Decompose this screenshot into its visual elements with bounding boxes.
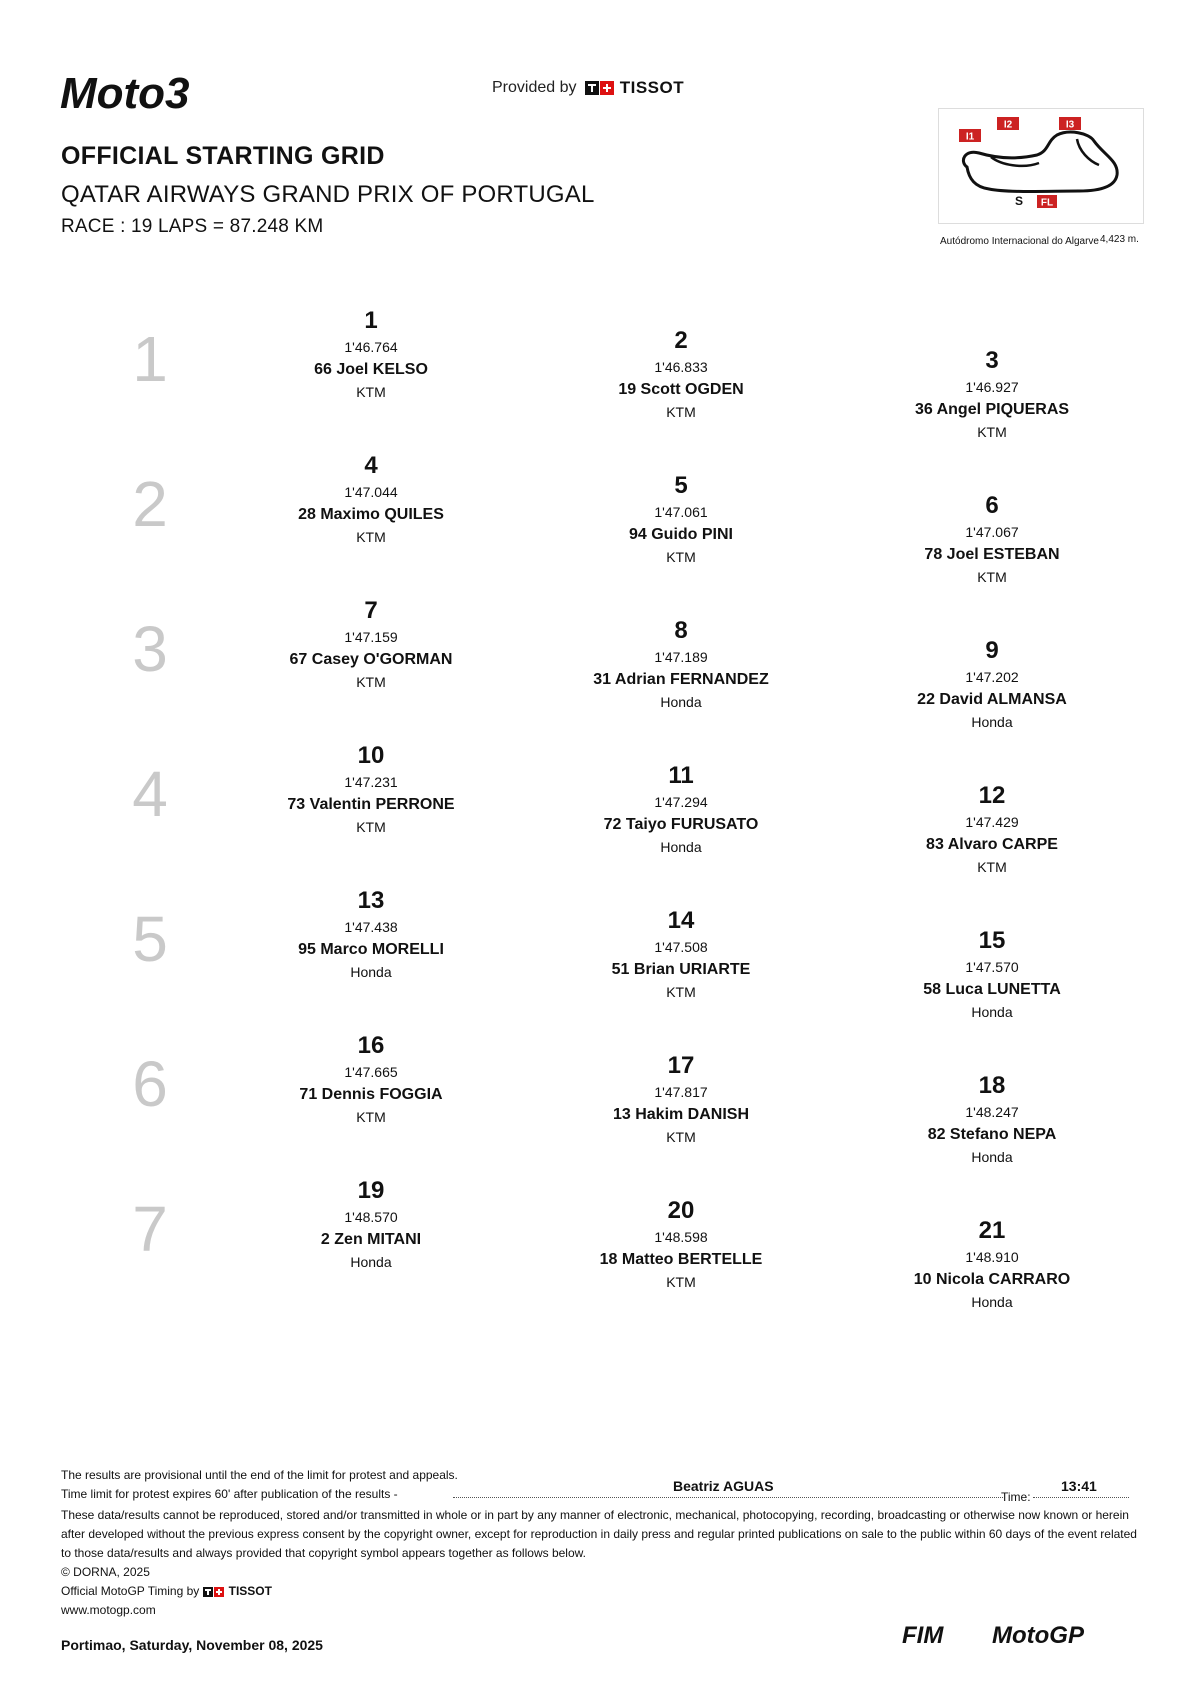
team-name: KTM bbox=[977, 859, 1007, 875]
grid-row-number: 5 bbox=[132, 903, 168, 975]
team-name: KTM bbox=[666, 1129, 696, 1145]
qualifying-time: 1'47.429 bbox=[965, 814, 1019, 830]
grid-position-card bbox=[551, 472, 811, 566]
grid-position: 14 bbox=[667, 907, 695, 934]
grid-row-number: 7 bbox=[132, 1193, 168, 1265]
grid-position: 19 bbox=[357, 1177, 385, 1204]
grid-position: 13 bbox=[357, 887, 385, 914]
rider-name: 82 Stefano NEPA bbox=[927, 1126, 1057, 1143]
qualifying-time: 1'48.247 bbox=[965, 1104, 1019, 1120]
swiss-cross-icon bbox=[600, 81, 614, 95]
team-name: KTM bbox=[977, 424, 1007, 440]
grid-position-card bbox=[241, 887, 501, 981]
tissot-logo-text: TISSOT bbox=[619, 78, 685, 97]
grid-position: 5 bbox=[674, 472, 688, 499]
rider-name: 51 Brian URIARTE bbox=[611, 961, 751, 978]
rider-name: 67 Casey O'GORMAN bbox=[289, 651, 453, 668]
qualifying-time: 1'47.665 bbox=[344, 1064, 398, 1080]
rider-name: 58 Luca LUNETTA bbox=[923, 981, 1061, 998]
qualifying-time: 1'46.833 bbox=[654, 359, 708, 375]
provisional-note: The results are provisional until the end of the limit for protest and appeals. bbox=[61, 1468, 458, 1482]
grid-position: 17 bbox=[667, 1052, 695, 1079]
marker-i2: I2 bbox=[1003, 119, 1013, 131]
grid-position: 10 bbox=[357, 742, 385, 769]
timing-by-label: Official MotoGP Timing by bbox=[61, 1584, 200, 1598]
official-name: Beatriz AGUAS bbox=[673, 1478, 774, 1494]
swiss-cross-icon-small bbox=[214, 1587, 224, 1597]
grid-row-number: 1 bbox=[132, 323, 168, 395]
qualifying-time: 1'46.927 bbox=[965, 379, 1019, 395]
qualifying-time: 1'47.231 bbox=[344, 774, 398, 790]
marker-fl: FL bbox=[1040, 197, 1054, 209]
fim-logo-text: FIM bbox=[902, 1622, 944, 1648]
rider-name: 73 Valentin PERRONE bbox=[287, 796, 455, 813]
rider-name: 31 Adrian FERNANDEZ bbox=[593, 671, 769, 688]
grid-position: 7 bbox=[364, 597, 378, 624]
rider-name: 72 Taiyo FURUSATO bbox=[603, 816, 759, 833]
team-name: KTM bbox=[666, 404, 696, 420]
team-name: Honda bbox=[350, 964, 392, 980]
grid-position-card bbox=[551, 1197, 811, 1291]
qualifying-time: 1'48.570 bbox=[344, 1209, 398, 1225]
marker-i1: I1 bbox=[965, 131, 975, 143]
team-name: KTM bbox=[356, 674, 386, 690]
grid-position-card bbox=[241, 452, 501, 546]
grid-position: 9 bbox=[985, 637, 999, 664]
official-timing bbox=[61, 1582, 1141, 1601]
event-title: QATAR AIRWAYS GRAND PRIX OF PORTUGAL bbox=[61, 181, 595, 208]
qualifying-time: 1'47.067 bbox=[965, 524, 1019, 540]
rider-name: 83 Alvaro CARPE bbox=[926, 836, 1058, 853]
fim-logo bbox=[900, 1620, 964, 1648]
marker-i3: I3 bbox=[1065, 119, 1075, 131]
grid-position: 2 bbox=[674, 327, 688, 354]
moto3-logo bbox=[60, 70, 286, 118]
qualifying-time: 1'47.159 bbox=[344, 629, 398, 645]
team-name: Honda bbox=[971, 1004, 1013, 1020]
team-name: Honda bbox=[660, 839, 702, 855]
tissot-logo-small bbox=[203, 1582, 272, 1601]
time-label: Time: bbox=[1001, 1490, 1031, 1504]
grid-position: 12 bbox=[978, 782, 1006, 809]
grid-row-number: 3 bbox=[132, 613, 168, 685]
team-name: KTM bbox=[666, 1274, 696, 1290]
grid-position-card bbox=[241, 307, 501, 401]
qualifying-time: 1'47.570 bbox=[965, 959, 1019, 975]
track-name: Autódromo Internacional do Algarve bbox=[940, 236, 1099, 247]
motogp-logo-text: MotoGP bbox=[992, 1622, 1084, 1648]
dorna-copyright: © DORNA, 2025 bbox=[61, 1565, 150, 1579]
team-name: Honda bbox=[350, 1254, 392, 1270]
team-name: Honda bbox=[971, 1294, 1013, 1310]
qualifying-time: 1'47.508 bbox=[654, 939, 708, 955]
copyright-notice: These data/results cannot be reproduced, stored and/or transmitted in whole or in part by any manner of electronic, mechanical, photocopying, recording, broadcasting or otherwise now known or herein after developed without the previous express consent by the copyright owner, except for reproduction in daily press and regular printed publications on sale to the public within 60 days of the event related to those data/results and always provided that copyright symbol appears together as follows below. bbox=[61, 1508, 1137, 1560]
signature-line bbox=[453, 1497, 1003, 1498]
rider-name: 94 Guido PINI bbox=[628, 526, 733, 543]
grid-position: 15 bbox=[978, 927, 1006, 954]
website-link[interactable]: www.motogp.com bbox=[61, 1603, 156, 1617]
rider-name: 18 Matteo BERTELLE bbox=[599, 1251, 763, 1268]
grid-position-card bbox=[551, 327, 811, 421]
team-name: KTM bbox=[356, 529, 386, 545]
grid-position-card bbox=[862, 637, 1122, 731]
moto3-logo-text: Moto3 bbox=[60, 70, 190, 118]
rider-name: 2 Zen MITANI bbox=[320, 1231, 422, 1248]
qualifying-time: 1'47.044 bbox=[344, 484, 398, 500]
team-name: KTM bbox=[356, 819, 386, 835]
tissot-logo bbox=[585, 78, 685, 98]
time-line bbox=[1033, 1497, 1129, 1498]
rider-name: 28 Maximo QUILES bbox=[298, 506, 444, 523]
tissot-logo-small-text: TISSOT bbox=[228, 1584, 272, 1598]
protest-line bbox=[61, 1478, 1141, 1506]
protest-limit-note: Time limit for protest expires 60' after publication of the results - bbox=[61, 1487, 398, 1501]
rider-name: 13 Hakim DANISH bbox=[612, 1106, 750, 1123]
grid-position-card bbox=[241, 597, 501, 691]
team-name: KTM bbox=[356, 1109, 386, 1125]
qualifying-time: 1'47.294 bbox=[654, 794, 708, 810]
track-length: 4,423 m. bbox=[1100, 234, 1139, 245]
grid-position-card bbox=[862, 1072, 1122, 1166]
rider-name: 71 Dennis FOGGIA bbox=[299, 1086, 443, 1103]
qualifying-time: 1'47.438 bbox=[344, 919, 398, 935]
marker-s: S bbox=[1014, 194, 1024, 208]
race-info: RACE : 19 LAPS = 87.248 KM bbox=[61, 216, 324, 237]
tissot-t-icon bbox=[585, 81, 599, 95]
grid-position: 6 bbox=[985, 492, 999, 519]
grid-row-number: 6 bbox=[132, 1048, 168, 1120]
grid-position: 8 bbox=[674, 617, 688, 644]
team-name: Honda bbox=[660, 694, 702, 710]
time-value: 13:41 bbox=[1061, 1478, 1097, 1494]
team-name: KTM bbox=[356, 384, 386, 400]
grid-position-card bbox=[551, 617, 811, 711]
qualifying-time: 1'47.202 bbox=[965, 669, 1019, 685]
qualifying-time: 1'48.598 bbox=[654, 1229, 708, 1245]
grid-position: 18 bbox=[978, 1072, 1006, 1099]
grid-position-card bbox=[862, 927, 1122, 1021]
rider-name: 19 Scott OGDEN bbox=[618, 381, 744, 398]
rider-name: 66 Joel KELSO bbox=[314, 361, 428, 378]
qualifying-time: 1'46.764 bbox=[344, 339, 398, 355]
grid-position: 21 bbox=[978, 1217, 1006, 1244]
qualifying-time: 1'47.061 bbox=[654, 504, 708, 520]
grid-position-card bbox=[551, 1052, 811, 1146]
rider-name: 10 Nicola CARRARO bbox=[913, 1271, 1071, 1288]
team-name: Honda bbox=[971, 714, 1013, 730]
grid-row-number: 2 bbox=[132, 468, 168, 540]
qualifying-time: 1'47.817 bbox=[654, 1084, 708, 1100]
grid-position-card bbox=[862, 492, 1122, 586]
grid-position-card bbox=[241, 742, 501, 836]
provided-by-label: Provided by bbox=[492, 79, 577, 96]
grid-position-card bbox=[241, 1177, 501, 1271]
rider-name: 36 Angel PIQUERAS bbox=[914, 401, 1070, 418]
track-map bbox=[938, 108, 1144, 224]
grid-position: 3 bbox=[985, 347, 999, 374]
grid-position-card bbox=[862, 782, 1122, 876]
grid-position-card bbox=[862, 1217, 1122, 1311]
qualifying-time: 1'47.189 bbox=[654, 649, 708, 665]
track-layout-icon bbox=[939, 109, 1143, 223]
page-title: OFFICIAL STARTING GRID bbox=[61, 142, 385, 170]
rider-name: 22 David ALMANSA bbox=[917, 691, 1067, 708]
team-name: KTM bbox=[977, 569, 1007, 585]
grid-position-card bbox=[551, 762, 811, 856]
grid-position-card bbox=[862, 347, 1122, 441]
motogp-logo bbox=[990, 1620, 1130, 1648]
team-name: Honda bbox=[971, 1149, 1013, 1165]
grid-position: 1 bbox=[364, 307, 378, 334]
tissot-t-icon-small bbox=[203, 1587, 213, 1597]
team-name: KTM bbox=[666, 549, 696, 565]
qualifying-time: 1'48.910 bbox=[965, 1249, 1019, 1265]
provided-by bbox=[492, 78, 684, 98]
location-date: Portimao, Saturday, November 08, 2025 bbox=[61, 1637, 323, 1653]
rider-name: 95 Marco MORELLI bbox=[298, 941, 444, 958]
grid-position: 20 bbox=[667, 1197, 695, 1224]
grid-row-number: 4 bbox=[132, 758, 168, 830]
footer bbox=[61, 1466, 1141, 1620]
grid-position: 4 bbox=[364, 452, 378, 479]
grid-position: 11 bbox=[668, 762, 694, 789]
rider-name: 78 Joel ESTEBAN bbox=[924, 546, 1060, 563]
grid-position-card bbox=[241, 1032, 501, 1126]
grid-position: 16 bbox=[357, 1032, 385, 1059]
grid-position-card bbox=[551, 907, 811, 1001]
team-name: KTM bbox=[666, 984, 696, 1000]
